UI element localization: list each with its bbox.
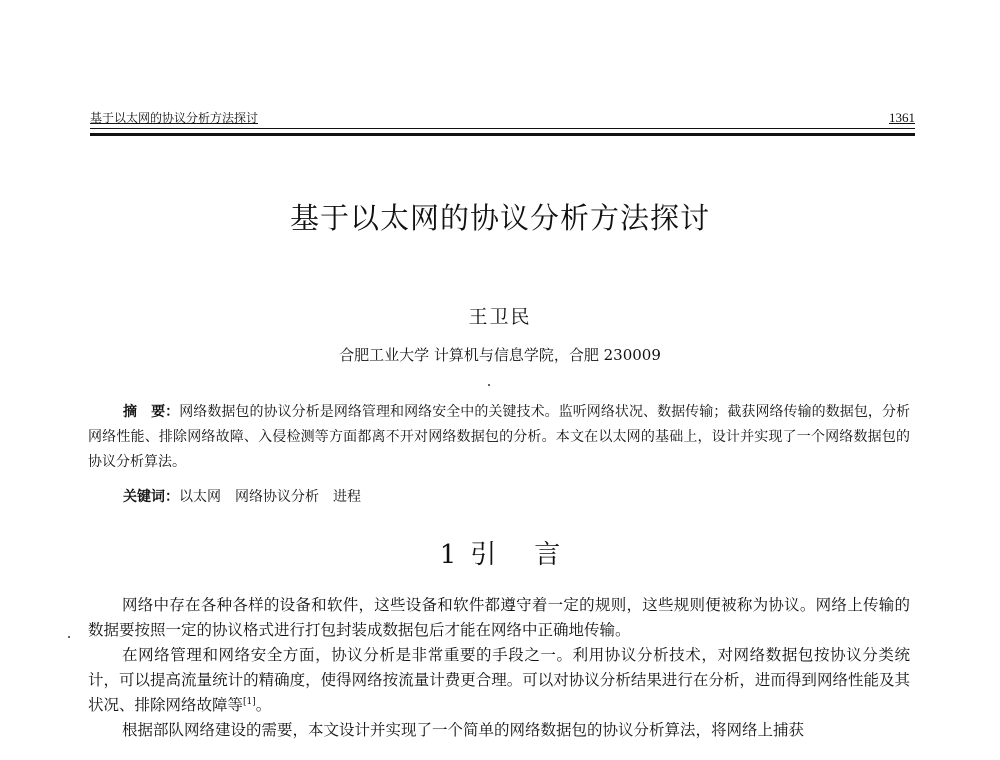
paragraph-1: 网络中存在各种各样的设备和软件，这些设备和软件都遵守着一定的规则，这些规则便被称为协议。网络上传输的数据要按照一定的协议格式进行打包封装成数据包后才能在网络中正确地传输。 (88, 596, 910, 639)
header-rule-thin (90, 128, 915, 129)
paper-title: 基于以太网的协议分析方法探讨 (289, 201, 710, 235)
header-rule-thick (90, 133, 915, 136)
scan-speck (68, 636, 70, 638)
abstract (88, 400, 910, 475)
paragraph-2 (88, 643, 910, 718)
author-affiliation: 合肥工业大学 计算机与信息学院，合肥 230009 (339, 346, 661, 364)
running-header-title: 基于以太网的协议分析方法探讨 (90, 111, 259, 125)
author-name: 王卫民 (468, 306, 532, 328)
abstract-label: 摘 要： (123, 404, 180, 420)
paragraph-2-text: 在网络管理和网络安全方面，协议分析是非常重要的手段之一。利用协议分析技术，对网络数据包按协议分类统计，可以提高流量统计的精确度，使得网络按流量计费更合理。可以对协议分析结果进行在分析，进而得到网络性能及其状况、排除网络故障等 (88, 646, 910, 714)
keywords-label: 关键词： (123, 489, 179, 505)
paragraph-2-end: 。 (255, 696, 272, 714)
keywords-text: 以太网 网络协议分析 进程 (179, 489, 361, 505)
citation-ref: [1] (243, 696, 256, 707)
section-title-part2: 言 (534, 540, 561, 570)
scan-speck (488, 384, 490, 386)
paragraph-3: 根据部队网络建设的需要，本文设计并实现了一个简单的网络数据包的协议分析算法，将网络上捕获 (122, 721, 805, 739)
section-number: 1 (439, 540, 457, 570)
page-number: 1361 (889, 110, 915, 125)
abstract-text: 网络数据包的协议分析是网络管理和网络安全中的关键技术。监听网络状况、数据传输；截获网络传输的数据包，分析网络性能、排除网络故障、入侵检测等方面都离不开对网络数据包的分析。本文在以太网的基础上，设计并实现了一个网络数据包的协议分析算法。 (88, 404, 910, 470)
keywords (123, 486, 361, 506)
section-heading (0, 534, 1000, 571)
body-text (88, 593, 910, 743)
section-title-part1: 引 (470, 540, 535, 570)
